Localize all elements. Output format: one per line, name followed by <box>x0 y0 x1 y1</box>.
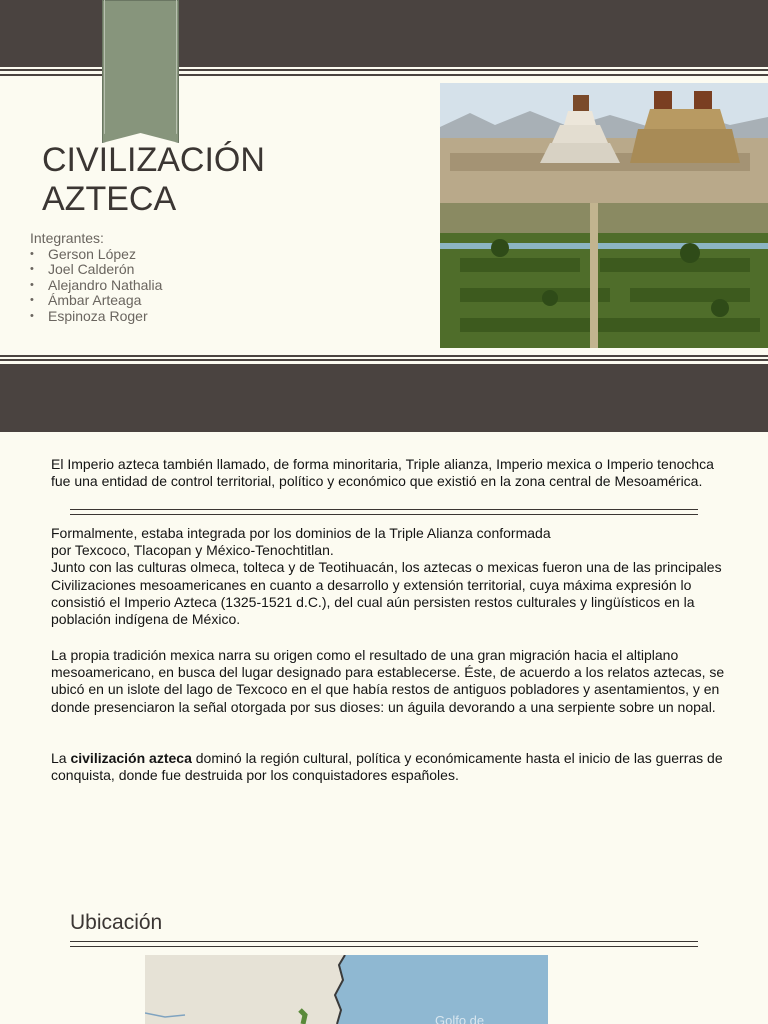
formation-line-2: por Texcoco, Tlacopan y México-Tenochtitlan. <box>51 542 334 559</box>
location-map <box>145 955 548 1024</box>
formation-rest: Junto con las culturas olmeca, tolteca y de Teotihuacán, los aztecas o mexicas fueron una de las principales Civilizaciones mesoamericanes en cuanto a desarrollo y extensión territorial, cuya máxima expresión lo consistió el Imperio Azteca (1325-1521 d.C.), del cual aún persisten restos culturales y lingüísticos en la población indígena de México. <box>51 559 722 628</box>
divider-2a <box>70 941 698 942</box>
conquest-prefix: La <box>51 750 71 766</box>
paragraph-conquest <box>51 750 731 784</box>
conquest-suffix: dominó la región cultural, política y económicamente hasta el inicio de las guerras de conquista, donde fue destruida por los conquistadores españoles. <box>51 750 723 784</box>
divider-1b <box>70 514 698 515</box>
members-label: Integrantes: <box>30 230 104 246</box>
map-graphic <box>145 955 548 1024</box>
bottom-rule-2 <box>0 359 768 361</box>
divider-2b <box>70 946 698 947</box>
member-item: • Espinoza Roger <box>30 309 162 325</box>
location-heading: Ubicación <box>70 911 163 934</box>
ribbon-stitching <box>104 0 177 134</box>
bottom-rule-1 <box>0 355 768 357</box>
members-list <box>30 247 162 325</box>
divider-1a <box>70 509 698 510</box>
member-item: • Alejandro Nathalia <box>30 278 162 294</box>
city-scene-graphic <box>440 83 768 348</box>
paragraph-intro: El Imperio azteca también llamado, de forma minoritaria, Triple alianza, Imperio mexica o Imperio tenochca fue una entidad de control territorial, político y económico que existió en la zona central de Mesoamérica. <box>51 456 714 490</box>
bottom-band <box>0 364 768 432</box>
map-label: Golfo de <box>435 1013 485 1024</box>
tenochtitlan-illustration <box>440 83 768 348</box>
conquest-bold: civilización azteca <box>70 750 192 766</box>
members-block <box>30 231 162 325</box>
member-item: • Ámbar Arteaga <box>30 293 162 309</box>
member-item: • Joel Calderón <box>30 262 162 278</box>
slide-title: CIVILIZACIÓN AZTECA <box>42 141 265 218</box>
paragraph-origin: La propia tradición mexica narra su origen como el resultado de una gran migración hacia el altiplano mesoamericano, en busca del lugar designado para establecerse. Éste, de acuerdo a los relatos aztecas, se ubicó en un islote del lago de Texcoco en el que había restos de antiguos pobladores y asentamientos, y en donde presenciaron la señal otorgada por sus dioses: un águila devorando a una serpiente sobre un nopal. <box>51 647 725 715</box>
formation-line-1: Formalmente, estaba integrada por los dominios de la Triple Alianza conformada <box>51 525 551 541</box>
paragraph-formation <box>51 525 731 628</box>
member-item: • Gerson López <box>30 247 162 263</box>
